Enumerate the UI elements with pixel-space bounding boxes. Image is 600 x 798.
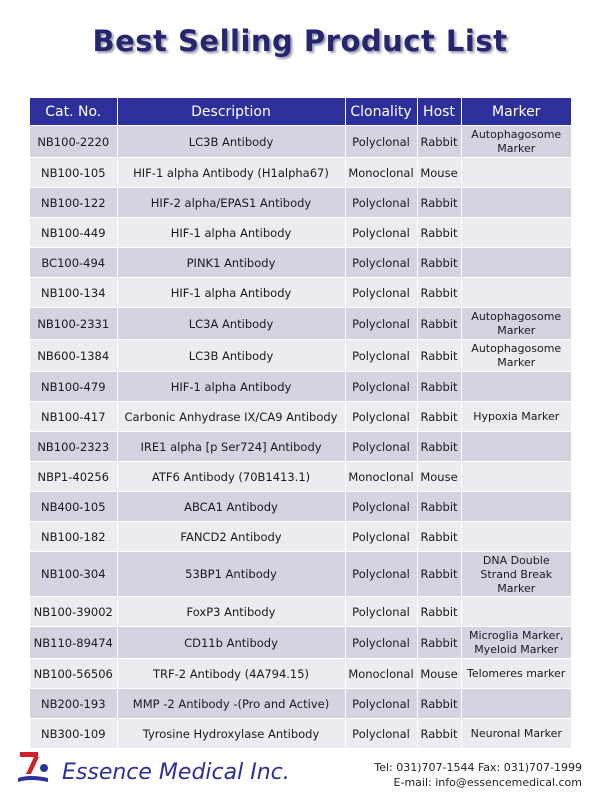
header-host: Host bbox=[417, 98, 461, 126]
table-row bbox=[30, 627, 571, 659]
cell-description: HIF-1 alpha Antibody bbox=[117, 278, 345, 308]
header-marker: Marker bbox=[461, 98, 571, 126]
cell-description: LC3B Antibody bbox=[117, 340, 345, 372]
cell-clonality: Polyclonal bbox=[345, 188, 417, 218]
cell-description: ATF6 Antibody (70B1413.1) bbox=[117, 462, 345, 492]
cell-host: Rabbit bbox=[417, 188, 461, 218]
cell-clonality: Monoclonal bbox=[345, 462, 417, 492]
cell-host: Rabbit bbox=[417, 552, 461, 597]
product-table bbox=[30, 98, 571, 748]
header-description: Description bbox=[117, 98, 345, 126]
cell-clonality: Polyclonal bbox=[345, 689, 417, 719]
cell-clonality: Polyclonal bbox=[345, 218, 417, 248]
cell-cat-no: NB110-89474 bbox=[30, 627, 117, 659]
header-row bbox=[30, 98, 571, 126]
table-row bbox=[30, 188, 571, 218]
cell-marker bbox=[461, 462, 571, 492]
table-row bbox=[30, 522, 571, 552]
cell-host: Rabbit bbox=[417, 719, 461, 749]
cell-cat-no: NB100-2220 bbox=[30, 126, 117, 158]
cell-cat-no: NB100-122 bbox=[30, 188, 117, 218]
table-row bbox=[30, 308, 571, 340]
cell-marker bbox=[461, 689, 571, 719]
cell-marker: Microglia Marker, Myeloid Marker bbox=[461, 627, 571, 659]
cell-host: Rabbit bbox=[417, 402, 461, 432]
cell-marker: DNA Double Strand Break Marker bbox=[461, 552, 571, 597]
contact-info bbox=[374, 760, 582, 790]
cell-host: Mouse bbox=[417, 659, 461, 689]
table-row bbox=[30, 218, 571, 248]
cell-marker: Autophagosome Marker bbox=[461, 308, 571, 340]
cell-marker bbox=[461, 218, 571, 248]
cell-cat-no: NB100-417 bbox=[30, 402, 117, 432]
cell-clonality: Polyclonal bbox=[345, 627, 417, 659]
cell-cat-no: NB300-109 bbox=[30, 719, 117, 749]
cell-host: Rabbit bbox=[417, 689, 461, 719]
cell-description: HIF-1 alpha Antibody bbox=[117, 372, 345, 402]
cell-host: Rabbit bbox=[417, 372, 461, 402]
page-title: Best Selling Product List bbox=[92, 24, 508, 58]
cell-host: Rabbit bbox=[417, 522, 461, 552]
contact-email: E-mail: info@essencemedical.com bbox=[393, 776, 582, 789]
cell-host: Rabbit bbox=[417, 278, 461, 308]
cell-clonality: Polyclonal bbox=[345, 719, 417, 749]
cell-cat-no: NB100-304 bbox=[30, 552, 117, 597]
cell-host: Rabbit bbox=[417, 308, 461, 340]
cell-description: HIF-2 alpha/EPAS1 Antibody bbox=[117, 188, 345, 218]
table-row bbox=[30, 372, 571, 402]
cell-description: Tyrosine Hydroxylase Antibody bbox=[117, 719, 345, 749]
table-row bbox=[30, 158, 571, 188]
cell-description: PINK1 Antibody bbox=[117, 248, 345, 278]
cell-clonality: Polyclonal bbox=[345, 552, 417, 597]
table-row bbox=[30, 432, 571, 462]
cell-marker bbox=[461, 188, 571, 218]
cell-cat-no: NB100-39002 bbox=[30, 597, 117, 627]
contact-tel-fax: Tel: 031)707-1544 Fax: 031)707-1999 bbox=[374, 761, 582, 774]
cell-cat-no: NB600-1384 bbox=[30, 340, 117, 372]
cell-clonality: Polyclonal bbox=[345, 308, 417, 340]
cell-cat-no: NB100-2331 bbox=[30, 308, 117, 340]
cell-marker bbox=[461, 492, 571, 522]
header-clonality: Clonality bbox=[345, 98, 417, 126]
table-row bbox=[30, 126, 571, 158]
table-row bbox=[30, 597, 571, 627]
cell-host: Mouse bbox=[417, 462, 461, 492]
cell-clonality: Polyclonal bbox=[345, 340, 417, 372]
cell-host: Rabbit bbox=[417, 492, 461, 522]
cell-host: Rabbit bbox=[417, 248, 461, 278]
cell-cat-no: BC100-494 bbox=[30, 248, 117, 278]
cell-description: 53BP1 Antibody bbox=[117, 552, 345, 597]
cell-clonality: Polyclonal bbox=[345, 492, 417, 522]
cell-clonality: Monoclonal bbox=[345, 659, 417, 689]
cell-cat-no: NB100-182 bbox=[30, 522, 117, 552]
cell-host: Mouse bbox=[417, 158, 461, 188]
cell-description: CD11b Antibody bbox=[117, 627, 345, 659]
cell-clonality: Polyclonal bbox=[345, 597, 417, 627]
cell-clonality: Polyclonal bbox=[345, 432, 417, 462]
cell-clonality: Polyclonal bbox=[345, 248, 417, 278]
cell-description: MMP -2 Antibody -(Pro and Active) bbox=[117, 689, 345, 719]
cell-marker: Hypoxia Marker bbox=[461, 402, 571, 432]
cell-clonality: Monoclonal bbox=[345, 158, 417, 188]
cell-description: HIF-1 alpha Antibody bbox=[117, 218, 345, 248]
table-row bbox=[30, 402, 571, 432]
cell-marker bbox=[461, 597, 571, 627]
cell-cat-no: NB100-479 bbox=[30, 372, 117, 402]
table-row bbox=[30, 659, 571, 689]
cell-description: FoxP3 Antibody bbox=[117, 597, 345, 627]
cell-clonality: Polyclonal bbox=[345, 522, 417, 552]
table-row bbox=[30, 340, 571, 372]
table-row bbox=[30, 278, 571, 308]
cell-host: Rabbit bbox=[417, 597, 461, 627]
header-cat-no: Cat. No. bbox=[30, 98, 117, 126]
cell-clonality: Polyclonal bbox=[345, 126, 417, 158]
cell-cat-no: NB100-134 bbox=[30, 278, 117, 308]
cell-marker bbox=[461, 522, 571, 552]
cell-cat-no: NBP1-40256 bbox=[30, 462, 117, 492]
cell-description: LC3B Antibody bbox=[117, 126, 345, 158]
table-row bbox=[30, 492, 571, 522]
cell-description: HIF-1 alpha Antibody (H1alpha67) bbox=[117, 158, 345, 188]
cell-clonality: Polyclonal bbox=[345, 278, 417, 308]
cell-cat-no: NB200-193 bbox=[30, 689, 117, 719]
cell-marker bbox=[461, 278, 571, 308]
cell-marker: Autophagosome Marker bbox=[461, 126, 571, 158]
cell-clonality: Polyclonal bbox=[345, 402, 417, 432]
cell-host: Rabbit bbox=[417, 218, 461, 248]
cell-description: TRF-2 Antibody (4A794.15) bbox=[117, 659, 345, 689]
cell-host: Rabbit bbox=[417, 627, 461, 659]
cell-description: IRE1 alpha [p Ser724] Antibody bbox=[117, 432, 345, 462]
cell-cat-no: NB400-105 bbox=[30, 492, 117, 522]
cell-marker bbox=[461, 372, 571, 402]
cell-clonality: Polyclonal bbox=[345, 372, 417, 402]
company-name: Essence Medical Inc. bbox=[62, 760, 290, 785]
cell-cat-no: NB100-105 bbox=[30, 158, 117, 188]
cell-marker bbox=[461, 158, 571, 188]
cell-description: ABCA1 Antibody bbox=[117, 492, 345, 522]
cell-host: Rabbit bbox=[417, 432, 461, 462]
table-row bbox=[30, 462, 571, 492]
cell-host: Rabbit bbox=[417, 126, 461, 158]
cell-description: LC3A Antibody bbox=[117, 308, 345, 340]
cell-marker: Autophagosome Marker bbox=[461, 340, 571, 372]
cell-marker bbox=[461, 248, 571, 278]
table-row bbox=[30, 248, 571, 278]
cell-marker: Telomeres marker bbox=[461, 659, 571, 689]
cell-host: Rabbit bbox=[417, 340, 461, 372]
cell-cat-no: NB100-56506 bbox=[30, 659, 117, 689]
cell-cat-no: NB100-449 bbox=[30, 218, 117, 248]
cell-cat-no: NB100-2323 bbox=[30, 432, 117, 462]
table-row bbox=[30, 689, 571, 719]
table-row bbox=[30, 552, 571, 597]
table-body bbox=[30, 126, 571, 749]
cell-marker: Neuronal Marker bbox=[461, 719, 571, 749]
table-header bbox=[30, 98, 571, 126]
cell-marker bbox=[461, 432, 571, 462]
cell-description: FANCD2 Antibody bbox=[117, 522, 345, 552]
company-logo-icon bbox=[14, 748, 54, 788]
table-row bbox=[30, 719, 571, 749]
cell-description: Carbonic Anhydrase IX/CA9 Antibody bbox=[117, 402, 345, 432]
